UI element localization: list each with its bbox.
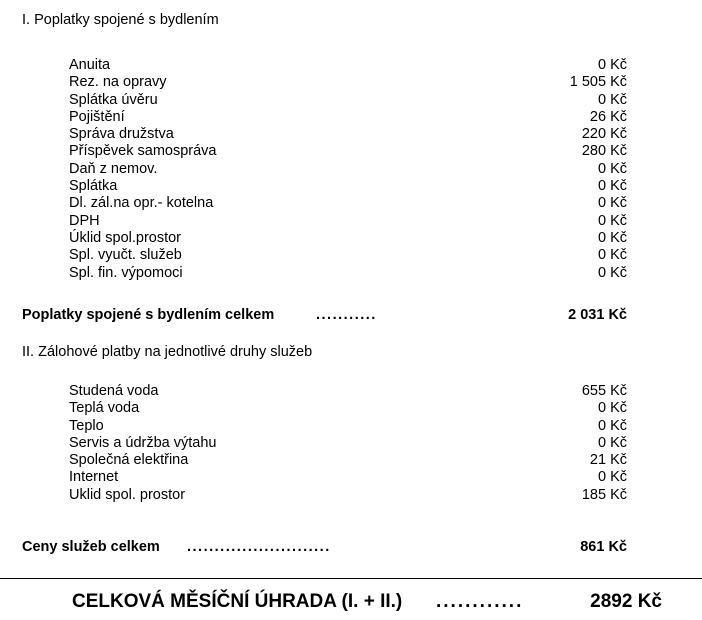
list-item xyxy=(69,109,627,126)
list-item xyxy=(69,143,627,160)
item-value: 0 Kč xyxy=(597,469,627,486)
item-label: Rez. na opravy xyxy=(69,74,167,91)
item-label: DPH xyxy=(69,212,100,229)
section-2-items xyxy=(69,383,627,504)
section-1-total-value: 2 031 Kč xyxy=(568,307,627,323)
section-2-title: II. Zálohové platby na jednotlivé druhy služeb xyxy=(22,344,313,360)
list-item xyxy=(69,487,627,504)
item-value: 185 Kč xyxy=(581,486,627,503)
grand-total-label: CELKOVÁ MĚSÍČNÍ ÚHRADA (I. + II.) xyxy=(72,591,403,612)
item-label: Splátka úvěru xyxy=(69,91,158,108)
item-label: Anuita xyxy=(69,57,111,73)
list-item xyxy=(69,213,627,230)
list-item xyxy=(69,57,627,74)
item-label: Příspěvek samospráva xyxy=(69,143,217,160)
item-value: 220 Kč xyxy=(581,126,627,143)
section-2-total-value: 861 Kč xyxy=(580,539,627,555)
item-value: 655 Kč xyxy=(581,383,627,399)
item-value: 280 Kč xyxy=(581,143,627,160)
list-item xyxy=(69,435,627,452)
item-label: Uklid spol. prostor xyxy=(69,486,186,503)
section-1-total-label: Poplatky spojené s bydlením celkem xyxy=(22,307,275,323)
list-item xyxy=(69,247,627,264)
item-value: 0 Kč xyxy=(597,91,627,108)
list-item xyxy=(69,195,627,212)
item-value: 0 Kč xyxy=(597,264,627,281)
grand-total-divider xyxy=(0,578,702,579)
list-item xyxy=(69,400,627,417)
item-value: 0 Kč xyxy=(597,195,627,212)
item-label: Spl. vyučt. služeb xyxy=(69,247,182,264)
list-item xyxy=(69,126,627,143)
list-item xyxy=(69,74,627,91)
item-label: Úklid spol.prostor xyxy=(69,229,182,246)
section-1-total-dots: ........... xyxy=(316,307,377,323)
section-1-title: I. Poplatky spojené s bydlením xyxy=(22,12,219,28)
item-label: Internet xyxy=(69,469,119,486)
section-2-total-label: Ceny služeb celkem xyxy=(22,539,160,555)
item-value: 0 Kč xyxy=(597,57,627,73)
list-item xyxy=(69,265,627,282)
item-value: 0 Kč xyxy=(597,417,627,434)
list-item xyxy=(69,161,627,178)
item-label: Spl. fin. výpomoci xyxy=(69,264,183,281)
list-item xyxy=(69,178,627,195)
list-item xyxy=(69,452,627,469)
item-label: Pojištění xyxy=(69,108,125,125)
list-item xyxy=(69,92,627,109)
item-value: 0 Kč xyxy=(597,178,627,195)
item-label: Servis a údržba výtahu xyxy=(69,434,217,451)
item-label: Dl. zál.na opr.- kotelna xyxy=(69,195,214,212)
item-value: 21 Kč xyxy=(589,452,627,469)
list-item xyxy=(69,469,627,486)
item-value: 26 Kč xyxy=(589,108,627,125)
item-label: Správa družstva xyxy=(69,126,174,143)
item-label: Teplo xyxy=(69,417,104,434)
section-2-total-dots: .......................... xyxy=(187,539,331,555)
list-item xyxy=(69,230,627,247)
item-value: 0 Kč xyxy=(597,400,627,417)
list-item xyxy=(69,383,627,400)
item-label: Teplá voda xyxy=(69,400,140,417)
grand-total-dots: ............ xyxy=(436,591,524,612)
item-value: 0 Kč xyxy=(597,434,627,451)
item-label: Splátka xyxy=(69,178,118,195)
item-value: 0 Kč xyxy=(597,247,627,264)
section-1-items xyxy=(69,57,627,282)
item-value: 0 Kč xyxy=(597,229,627,246)
item-label: Společná elektřina xyxy=(69,452,189,469)
item-value: 1 505 Kč xyxy=(569,74,627,91)
item-label: Daň z nemov. xyxy=(69,160,158,177)
item-value: 0 Kč xyxy=(597,212,627,229)
list-item xyxy=(69,418,627,435)
item-value: 0 Kč xyxy=(597,160,627,177)
item-label: Studená voda xyxy=(69,383,159,399)
grand-total-value: 2892 Kč xyxy=(590,591,662,612)
